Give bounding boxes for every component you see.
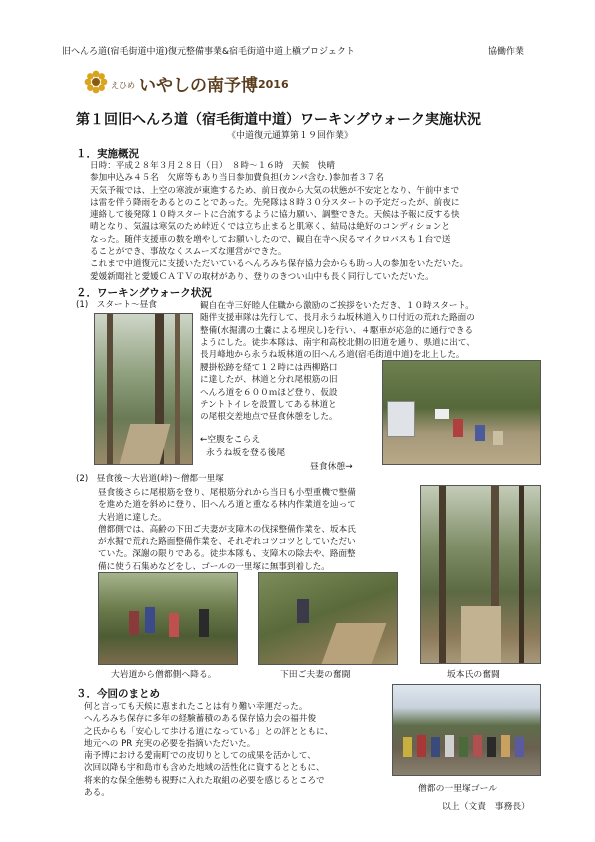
text-line: これまで中道復元に支援いただいているへんろみち保存協力会からも助っ人の参加をいただいた。 [90, 259, 469, 270]
text-line: 腰掛松跡を経て１２時には西柳路口 [200, 363, 338, 373]
caption-goal: 僧都の一里塚ゴール [418, 784, 497, 794]
part1-body [200, 300, 540, 361]
page-subtitle: 《中道復元通算第１９回作業》 [227, 131, 354, 141]
page-title: 第１回旧へんろ道（宿毛街道中道）ワーキングウォーク実施状況 [76, 112, 482, 128]
section3-heading: ３．今回のまとめ [76, 688, 160, 700]
photo-shimoda [258, 572, 398, 665]
text-line: 南予博における愛南町での皮切りとしての成果を活かして、 [84, 751, 316, 762]
text-line: 参加申込み４５名 欠席等もあり当日参加費負担(カンパ含む．)参加者３７名 [90, 173, 384, 184]
photo-descending [98, 572, 238, 665]
logo-year: 2016 [258, 78, 289, 91]
text-line: ある。 [84, 788, 110, 799]
caption-left-1: ←空腹をこらえ [200, 435, 261, 445]
text-line: 将来的な保全態勢も視野に入れた取組の必要を感じるところで [84, 775, 325, 786]
text-line: 長月峰地から永うね坂林道の旧へんろ道(宿毛街道中道)を北上した。 [200, 350, 465, 361]
logo [84, 70, 289, 98]
text-line: 何と言っても天候に恵まれたことは有り難い幸運だった。 [84, 702, 308, 712]
logo-small: えひめ [111, 81, 135, 90]
text-line: 日時：平成２８年３月２８日（日） ８時〜１６時 天候 快晴 [90, 161, 335, 171]
text-line: 晴となり、気温は寒気のため峠近くでは立ち止まると肌寒く、結局は絶好のコンディションと [90, 222, 450, 233]
text-line: 次回以降も宇和島市も含めた地域の活性化に資するとともに、 [84, 763, 325, 774]
caption-left-2: 永うね坂を登る後尾 [206, 448, 286, 458]
section1-body [90, 160, 540, 283]
caption-shimoda: 下田ご夫妻の奮闘 [280, 670, 351, 680]
text-line: テントトイレを設置してある林道と [200, 399, 337, 410]
text-line: は雷を伴う降雨をあるとのことであった。先発隊は８時３０分スタートの予定だったが、前夜に [90, 197, 460, 208]
text-line: 連絡して後発隊１０時スタートに合流するように協力願い、調整できた。天候は予報に反する快 [90, 210, 460, 221]
caption-descending: 大岩道から僧都側へ降る。 [111, 670, 217, 680]
section3-body [84, 701, 384, 799]
text-line: へんろ道を６００ｍほど登り、仮設 [200, 387, 338, 398]
part1-body-narrow [200, 362, 380, 423]
part2-body [98, 487, 418, 573]
caption-sakamoto: 坂本氏の奮闘 [447, 670, 500, 680]
section2-part1-label: (1) スタート〜昼食 [76, 300, 157, 310]
header-project: 旧へんろ道(宿毛街道中道)復元整備事業&宿毛街道中道上槇プロジェクト [62, 47, 355, 57]
text-line: 僧都側では、高齢の下田ご夫妻が支障木の伐採整備作業を、坂本氏 [98, 524, 356, 535]
text-line: 随伴支援車隊は先行して、長月永うね坂林道入り口付近の荒れた路面の [200, 313, 475, 324]
text-line: 愛媛新聞社と愛媛ＣＡＴＶの取材があり、登りのきつい山中も長く同行していただいた。 [90, 271, 434, 282]
photo-sakamoto [420, 485, 541, 664]
text-line: へんろみち保存に多年の経験蓄積のある保存協力会の福井俊 [84, 714, 317, 725]
text-line: に達したが、林道と分れ尾根筋の旧 [200, 375, 338, 386]
text-line: ることができ、事故なくスムーズな運営ができた。 [90, 247, 287, 258]
footer-signature: 以上（文責 事務長） [442, 802, 530, 812]
text-line: を進めた道を斜めに登り、旧へんろ道と重なる林内作業道を辿って [98, 500, 356, 511]
section2-part2-label: (2) 昼食後〜大岩道(峠)〜僧都一里塚 [76, 474, 224, 484]
text-line: 昼食後さらに尾根筋を登り、尾根筋分れから当日も小型重機で整備 [98, 488, 356, 498]
text-line: ていた。深謝の限りである。徒歩本隊も、支障木の除去や、路面整 [98, 549, 356, 560]
text-line: の尾根交差地点で昼食休憩をした。 [200, 412, 338, 423]
flower-icon [84, 70, 108, 94]
text-line: 天気予報では、上空の寒波が東進するため、前日夜から大気の状態が不安定となり、午前中まで [90, 185, 460, 196]
photo-lunch-break [382, 360, 541, 465]
text-line: 観自在寺三好睦人住職から激励のご挨拶をいただき、１０時スタート。 [200, 301, 474, 311]
photo-goal [392, 684, 541, 776]
text-line: 之氏からも「安心して歩ける道になっている」との評とともに、 [84, 726, 334, 737]
text-line: 整備(水掘溝の土嚢による埋戻し)を行い、４駆車が応急的に通行できる [200, 325, 474, 336]
text-line: 大岩道に達した。 [98, 512, 167, 523]
text-line: が水掘で荒れた路面整備作業を、それぞれコツコツとしていただい [98, 537, 356, 548]
section1-heading: １．実施概況 [76, 148, 139, 160]
caption-lunch: 昼食休憩→ [310, 462, 353, 472]
text-line: 備に使う石集めなどをし、ゴールの一里塚に無事到着した。 [98, 561, 330, 572]
text-line: ようにした。徒歩本隊は、南宇和高校北側の旧道を通り、県道に出て、 [200, 337, 475, 348]
section2-heading: ２．ワーキングウォーク状況 [76, 287, 212, 299]
text-line: なった。随伴支援車の数を増やしてお願いしたので、観自在寺へ戻るマイクロバスも１台で送 [90, 234, 451, 245]
logo-text: いやしの南予博 [139, 76, 258, 96]
photo-forest-trail [94, 313, 193, 465]
text-line: 地元への PR 充実の必要を指摘いただいた。 [84, 738, 256, 749]
header-collab: 協働作業 [488, 47, 525, 57]
